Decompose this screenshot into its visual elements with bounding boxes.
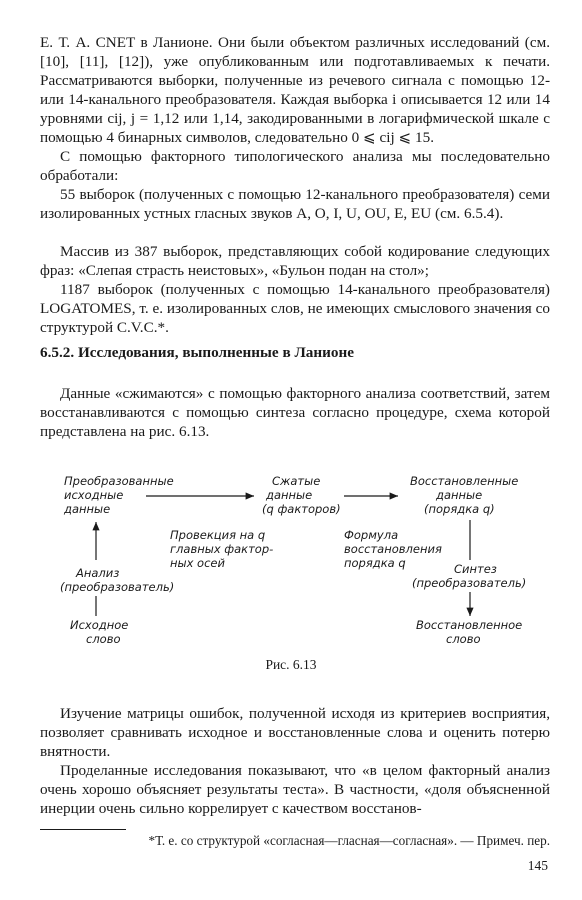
svg-text:Провекция на q: Провекция на q [170,528,266,542]
svg-text:(преобразователь): (преобразователь) [412,576,527,590]
footnote: *Т. е. со структурой «согласная—гласная—согласная». — Примеч. пер. [148,833,550,848]
node-synthesis [412,562,526,590]
svg-text:данные: данные [266,488,313,502]
node-transformed-data [63,474,174,516]
svg-text:данные: данные [436,488,483,502]
node-source-word [70,618,128,646]
node-restored-data [410,474,518,516]
figure-6-13-diagram [0,462,582,662]
paragraph-compression: Данные «сжимаются» с помощью факторного анализа соответствий, затем восстанавливаются с помощью синтеза согласно процедуре, схема которой представлена на рис. 6.13. [40,385,550,440]
svg-text:(преобразователь): (преобразователь) [60,580,175,594]
svg-text:Формула: Формула [344,528,399,542]
svg-text:Преобразованные: Преобразованные [64,474,174,488]
node-restored-word [416,618,522,646]
footnote-rule [40,829,126,830]
svg-text:данные: данные [64,502,111,516]
figure-caption: Рис. 6.13 [265,657,317,672]
paragraph-error-matrix: Изучение матрицы ошибок, полученной исходя из критериев восприятия, позволяет сравнивать исходное и восстановленные слова и оценить потерю внятности. [40,705,550,760]
label-restoration-formula [344,528,442,570]
paragraph-vowel-samples: 55 выборок (полученных с помощью 12-канального преобразователя) семи изолированных устных гласных звуков A, O, I, U, OU, E, EU (см. 6.5.4). [40,186,550,222]
node-analysis [60,566,174,594]
paragraph-processed-intro: С помощью факторного типологического анализа мы последовательно обработали: [40,148,550,184]
paragraph-results: Проделанные исследования показывают, что «в целом факторный анализ очень хорошо объясняет результаты теста». В частности, «доля объясненной инерции очень сильно коррелирует с качеством восстанов- [40,762,550,817]
svg-text:(порядка q): (порядка q) [424,502,495,516]
svg-text:ных осей: ных осей [170,556,225,570]
svg-text:Исходное: Исходное [70,618,129,632]
svg-text:слово: слово [446,632,481,646]
paragraph-phrase-samples: Массив из 387 выборок, представляющих собой кодирование следующих фраз: «Слепая страсть неистовых», «Бульон подан на стол»; [40,243,550,279]
section-heading: 6.5.2. Исследования, выполненные в Ланионе [40,344,354,361]
svg-text:исходные: исходные [64,488,124,502]
node-compressed-data [262,474,341,516]
paragraph-logatomes: 1187 выборок (полученных с помощью 14-канального преобразователя) LOGATOMES, т. е. изолированных слов, не имеющих смыслового значения со структурой C.V.C.*. [40,281,550,336]
svg-text:Восстановленные: Восстановленные [410,474,519,488]
svg-text:Восстановленное: Восстановленное [416,618,523,632]
svg-text:восстановления: восстановления [344,542,442,556]
svg-text:порядка q: порядка q [344,556,406,570]
svg-text:Анализ: Анализ [76,566,120,580]
svg-text:(q факторов): (q факторов) [262,502,341,516]
svg-text:главных фактор-: главных фактор- [170,542,274,556]
svg-text:Синтез: Синтез [454,562,497,576]
page-number: 145 [527,858,548,873]
svg-text:слово: слово [86,632,121,646]
label-projection [170,528,273,570]
svg-text:Сжатые: Сжатые [272,474,321,488]
paragraph-cnet: Е. Т. А. CNET в Ланионе. Они были объектом различных исследований (см. [10], [11], [12]), уже опубликованным или подготавливаемых к печати. Рассматриваются выборки, полученные из речевого сигнала с помощью 12- или 14-канального преобразователя. Каждая выборка i описывается 12 или 14 уровнями cij, j = 1,12 или 1,14, закодированными в логарифмической шкале с помощью 4 бинарных символов, следовательно 0 ⩽ cij ⩽ 15. [40,34,550,146]
